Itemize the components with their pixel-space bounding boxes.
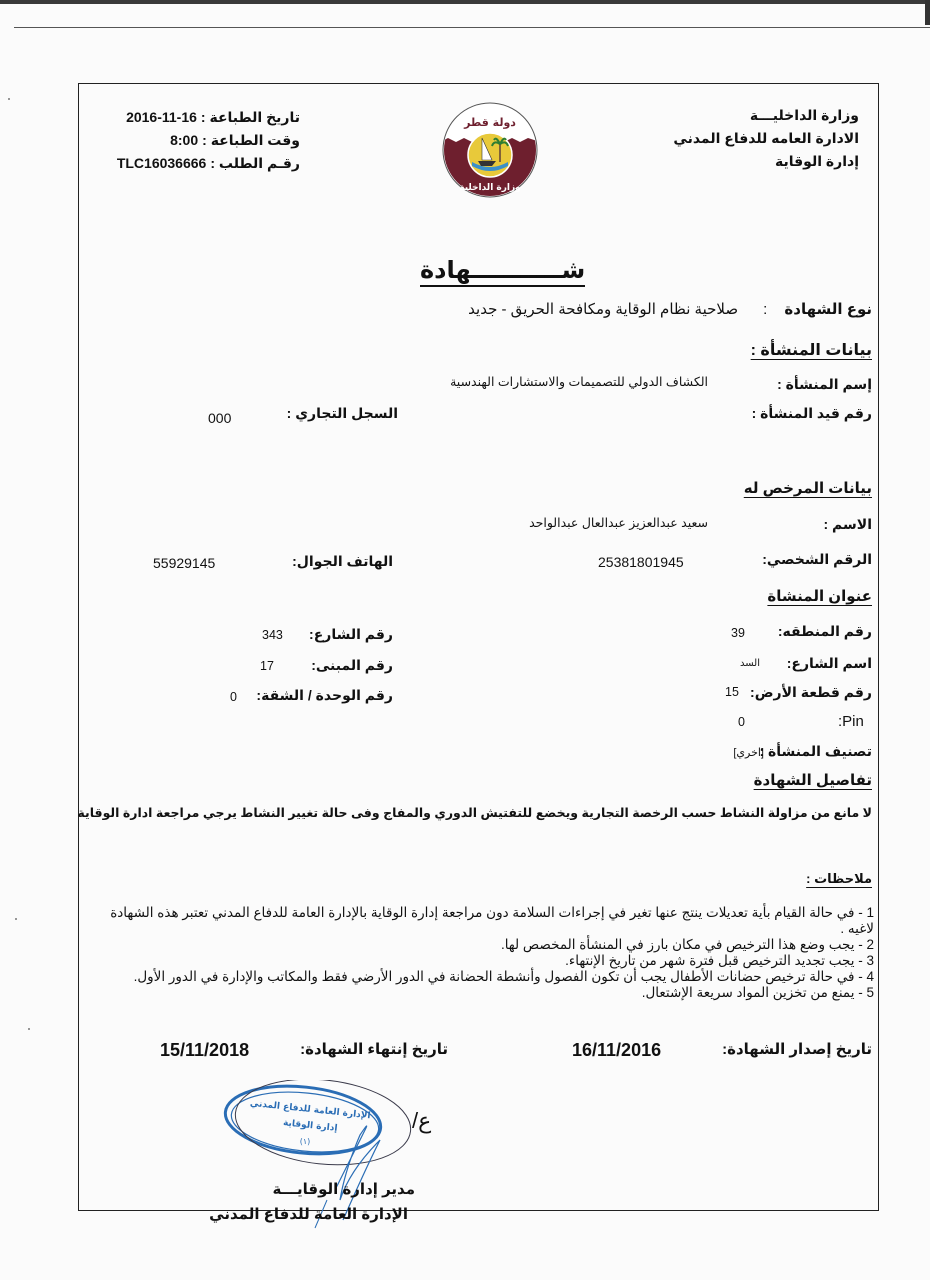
classification-value: [اخري] xyxy=(733,747,764,759)
note-item: 4 - في حالة ترخيص حضانات الأطفال يجب أن تكون الفصول وأنشطة الحضانة في الدور الأرضي فقط والمكاتب والإدارة في الدور الأول. xyxy=(133,969,874,984)
stamp-text-line3: (١) xyxy=(299,1137,311,1146)
on-behalf-mark: ع/ xyxy=(412,1108,432,1133)
print-time-value: 8:00 xyxy=(170,132,199,148)
emblem-top-text: دولة قطر xyxy=(464,116,516,129)
note-item: 1 - في حالة القيام بأية تعديلات ينتج عنها تغير في إجراءات السلامة دون مراجعة إدارة الوقاية بالإدارة العامة للدفاع المدني تعتبر هذه الشهادة لاغيه . xyxy=(110,905,874,936)
ministry-header xyxy=(673,104,859,173)
address-section-heading: عنوان المنشاة xyxy=(767,588,872,605)
unit-number-label: رقم الوحدة / الشقة: xyxy=(256,687,393,703)
street-number-label: رقم الشارع: xyxy=(309,626,393,642)
classification-label: تصنيف المنشأة : xyxy=(759,743,872,759)
zone-label: رقم المنطقه: xyxy=(777,623,872,639)
expiry-date-value: 15/11/2018 xyxy=(160,1040,250,1060)
print-date-label: تاريخ الطباعة : xyxy=(200,109,300,125)
request-number-label: رقـم الطلب : xyxy=(210,155,300,171)
facility-section-heading: بيانات المنشأة : xyxy=(750,342,872,359)
ministry-name: وزارة الداخليـــة xyxy=(749,107,859,123)
scan-speck xyxy=(8,98,10,100)
licensee-name-value: سعيد عبدالعزيز عبدالعال عبدالواحد xyxy=(529,516,708,530)
details-text: لا مانع من مزاولة النشاط حسب الرخصة التجارية ويخضع للتفتيش الدوري والمفاج وفى حالة تغيير النشاط يرجي مراجعة ادارة الوقاية xyxy=(77,806,872,820)
commercial-reg-label: السجل التجاري : xyxy=(286,405,398,421)
certificate-type-value: صلاحية نظام الوقاية ومكافحة الحريق - جديد xyxy=(468,301,739,318)
notes-section-heading: ملاحظات : xyxy=(806,871,872,886)
print-time-label: وقت الطباعة : xyxy=(202,132,300,148)
emblem-bottom-text: وزارة الداخلية xyxy=(459,183,521,193)
issue-date-value: 16/11/2016 xyxy=(572,1040,662,1060)
signature-title-line1: مدير إدارة الوقايـــة xyxy=(272,1181,415,1198)
notes-list xyxy=(104,905,874,1001)
certificate-title: شـــــــــــهادة xyxy=(420,257,585,287)
facility-name-label: إسم المنشأة : xyxy=(777,376,872,392)
unit-number-value: 0 xyxy=(230,690,237,704)
sheet-edge-line xyxy=(14,27,930,28)
scan-right-edge xyxy=(925,0,930,25)
stamp-text-line1: الإدارة العامة للدفاع المدني xyxy=(249,1098,372,1122)
department-name: إدارة الوقاية xyxy=(775,153,859,169)
print-date-value: 2016-11-16 xyxy=(126,109,197,125)
street-number-value: 343 xyxy=(262,628,283,642)
details-section-heading: تفاصيل الشهادة xyxy=(753,772,872,789)
mobile-label: الهاتف الجوال: xyxy=(292,553,393,569)
pin-label: :Pin xyxy=(838,713,864,730)
certificate-title-wrap xyxy=(420,256,585,285)
mobile-value: 55929145 xyxy=(153,555,216,571)
licensee-name-label: الاسم : xyxy=(823,516,872,532)
personal-number-value: 25381801945 xyxy=(598,554,684,570)
qatar-moi-emblem-icon xyxy=(440,100,540,200)
signature-title-line2: الإدارة العامة للدفاع المدني xyxy=(209,1206,408,1223)
scan-speck xyxy=(15,918,17,920)
plot-number-label: رقم قطعة الأرض: xyxy=(750,684,872,700)
expiry-date-label: تاريخ إنتهاء الشهادة: xyxy=(300,1041,448,1058)
facility-reg-label: رقم قيد المنشأة : xyxy=(751,405,872,421)
note-item: 5 - يمنع من تخزين المواد سريعة الإشتعال. xyxy=(641,985,874,1000)
building-number-value: 17 xyxy=(260,659,274,673)
certificate-type-colon: : xyxy=(763,301,768,318)
street-name-value: السد xyxy=(740,658,760,669)
personal-number-label: الرقم الشخصي: xyxy=(762,551,872,567)
zone-value: 39 xyxy=(731,626,745,640)
scan-speck xyxy=(28,1028,30,1030)
note-item: 2 - يجب وضع هذا الترخيص في مكان بارز في المنشأة المخصص لها. xyxy=(500,937,874,952)
note-item: 3 - يجب تجديد الترخيص قبل فترة شهر من تاريخ الإنتهاء. xyxy=(565,953,874,968)
directorate-name: الادارة العامه للدفاع المدني xyxy=(673,130,859,146)
facility-name-value: الكشاف الدولي للتصميمات والاستشارات الهندسية xyxy=(450,375,708,389)
print-info xyxy=(117,106,300,175)
request-number-value: TLC16036666 xyxy=(116,155,207,171)
stamp-text-line2: إدارة الوقاية xyxy=(282,1118,338,1134)
plot-number-value: 15 xyxy=(725,685,739,699)
scan-top-edge xyxy=(0,0,930,4)
building-number-label: رقم المبنى: xyxy=(311,657,393,673)
pin-value: 0 xyxy=(738,715,745,729)
certificate-type-label: نوع الشهادة xyxy=(784,301,872,318)
street-name-label: اسم الشارع: xyxy=(786,655,872,671)
commercial-reg-value: 000 xyxy=(208,410,232,426)
certificate-type-row xyxy=(312,300,872,318)
issue-date-label: تاريخ إصدار الشهادة: xyxy=(722,1041,872,1058)
licensee-section-heading: بيانات المرخص له xyxy=(743,480,872,497)
